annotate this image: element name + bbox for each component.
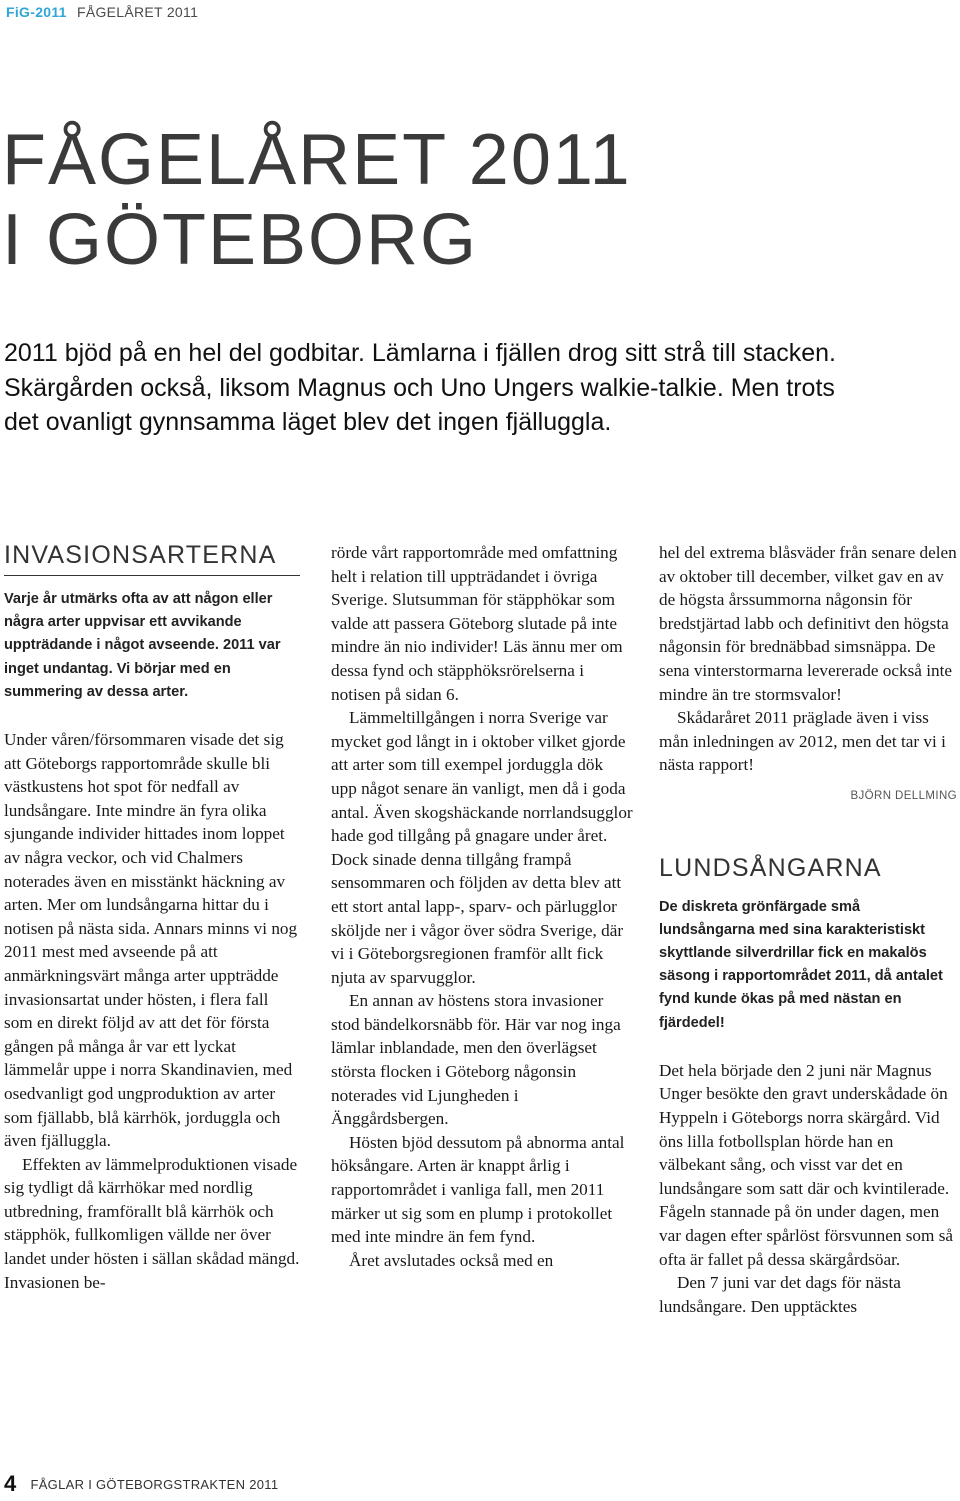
lead-paragraph: 2011 bjöd på en hel del godbitar. Lämlarna i fjällen drog sitt strå till stacken. Skärgården också, liksom Magnus och Uno Ungers walkie-talkie. Men trots det ovanligt gynnsamma läget blev det ingen fjälluggla. (4, 339, 836, 436)
publication-name: FÅGLAR I GÖTEBORGSTRAKTEN 2011 (30, 1477, 279, 1492)
section-heading-lundsangarna: LUNDSÅNGARNA (659, 853, 882, 882)
col2-paragraph-1: rörde vårt rapportområde med omfattning helt i relation till uppträdandet i övriga Sverige. Slutsumman för stäpphökar som valde att passera Göteborg slutade på inte mindre än nio individer! Läs ännu mer om dessa fynd och stäpphöksrörelserna i notisen på sidan 6. (331, 543, 623, 704)
title-line-1: FÅGELÅRET 2011 (2, 120, 632, 200)
column-1 (4, 540, 300, 1294)
col3-paragraph-1: hel del extrema blåsväder från senare delen av oktober till december, vilket gav en av de högsta årssummorna någonsin för bredstjärtad labb och definitivt den högsta någonsin för brednäbbad simsnäppa. De sena vinterstormarna levererade också inte mindre än tre stormsvalor! (659, 543, 957, 704)
column-2 (331, 541, 633, 1272)
page-footer (4, 1471, 278, 1497)
running-header (6, 4, 198, 20)
lundsangarna-paragraph-2: Den 7 juni var det dags för nästa lundsångare. Den upptäcktes (659, 1273, 901, 1316)
invasion-paragraph-1: Under våren/försommaren visade det sig att Göteborgs rapportområde skulle bli västkustens hot spot för nedfall av lundsångare. Inte mindre än fyra olika sjungande individer hittades inom loppet av några veckor, och vid Chalmers noterades även en misstänkt häckning av arten. Mer om lundsångarna hittar du i notisen på nästa sida. Annars minns vi nog 2011 mest med avseende på att anmärkningsvärt många arter uppträdde invasionsartat under hösten, i flera fall som en direkt följd av att det för första gången på många år var ett lyckat lämmelår uppe i norra Skandinavien, med osedvanligt god ungproduktion av arter som fjällabb, blå kärrhök, jorduggla och även fjälluggla. (4, 730, 298, 1151)
header-title: FÅGELÅRET 2011 (76, 4, 199, 20)
col2-paragraph-5: Året avslutades också med en (349, 1250, 554, 1270)
col2-paragraph-3: En annan av höstens stora invasioner stod bändelkorsnäbb för. Här var nog inga lämlar inblandade, men den överlägset största flocken i Göteborg någonsin noterades vid Ljungheden i Änggårdsbergen. (331, 991, 621, 1129)
column-3 (659, 541, 957, 1318)
lundsangarna-intro: De diskreta grönfärgade små lundsångarna med sina karakteristiskt skyttlande silverdrillar fick en makalös säsong i rapportområdet 2011, då antalet fynd kunde ökas på med nästan en fjärdedel! (659, 898, 943, 1031)
invasion-intro: Varje år utmärks ofta av att någon eller några arter uppvisar ett avvikande uppträdande i något avseende. 2011 var inget undantag. Vi börjar med en summering av dessa arter. (4, 591, 281, 700)
col2-paragraph-4: Hösten bjöd dessutom på abnorma antal höksångare. Arten är knappt årlig i rapportområdet i vanliga fall, men 2011 märker ut sig som en plump i protokollet med inte mindre än fem fynd. (331, 1132, 625, 1247)
section-heading-invasion: INVASIONSARTERNA (4, 540, 300, 576)
page-title (2, 120, 632, 280)
author-byline: BJÖRN DELLMING (850, 789, 957, 802)
title-line-2: I GÖTEBORG (2, 200, 479, 280)
lundsangarna-paragraph-1: Det hela började den 2 juni när Magnus Unger besökte den gravt underskådade ön Hyppeln i Göteborgs norra skärgård. Vid öns lilla fotbollsplan hörde han en välbekant sång, och visst var det en lundsångare som satt där och kvintilerade. Fågeln stannade på ön under dagen, men var dagen efter spårlöst försvunnen som så ofta är fallet på dessa skärgårdsöar. (659, 1060, 954, 1269)
invasion-paragraph-2: Effekten av lämmelproduktionen visade sig tydligt då kärrhökar med nordlig utbredning, framförallt blå kärrhök och stäpphök, fullkomligen vällde ner över landet under hösten i sällan skådad mängd. Invasionen be- (4, 1154, 300, 1292)
brand-label: FiG-2011 (6, 4, 67, 20)
col2-paragraph-2: Lämmeltillgången i norra Sverige var mycket god långt in i oktober vilket gjorde att arter som till exempel jorduggla dök upp något senare än vanligt, men då i goda antal. Även skogshäckande norrlandsugglor hade god tillgång på gnagare under året. Dock sinade denna tillgång frampå sensommaren och följden av detta blev att ett stort antal lapp-, sparv- och pärlugglor sköljde ner i vågor över södra Sverige, där vi i Göteborgsregionen framför allt fick njuta av sparvugglor. (331, 708, 633, 987)
col3-paragraph-2: Skådaråret 2011 präglade även i viss mån inledningen av 2012, men det tar vi i nästa rapport! (659, 708, 946, 775)
page-number: 4 (4, 1471, 17, 1496)
